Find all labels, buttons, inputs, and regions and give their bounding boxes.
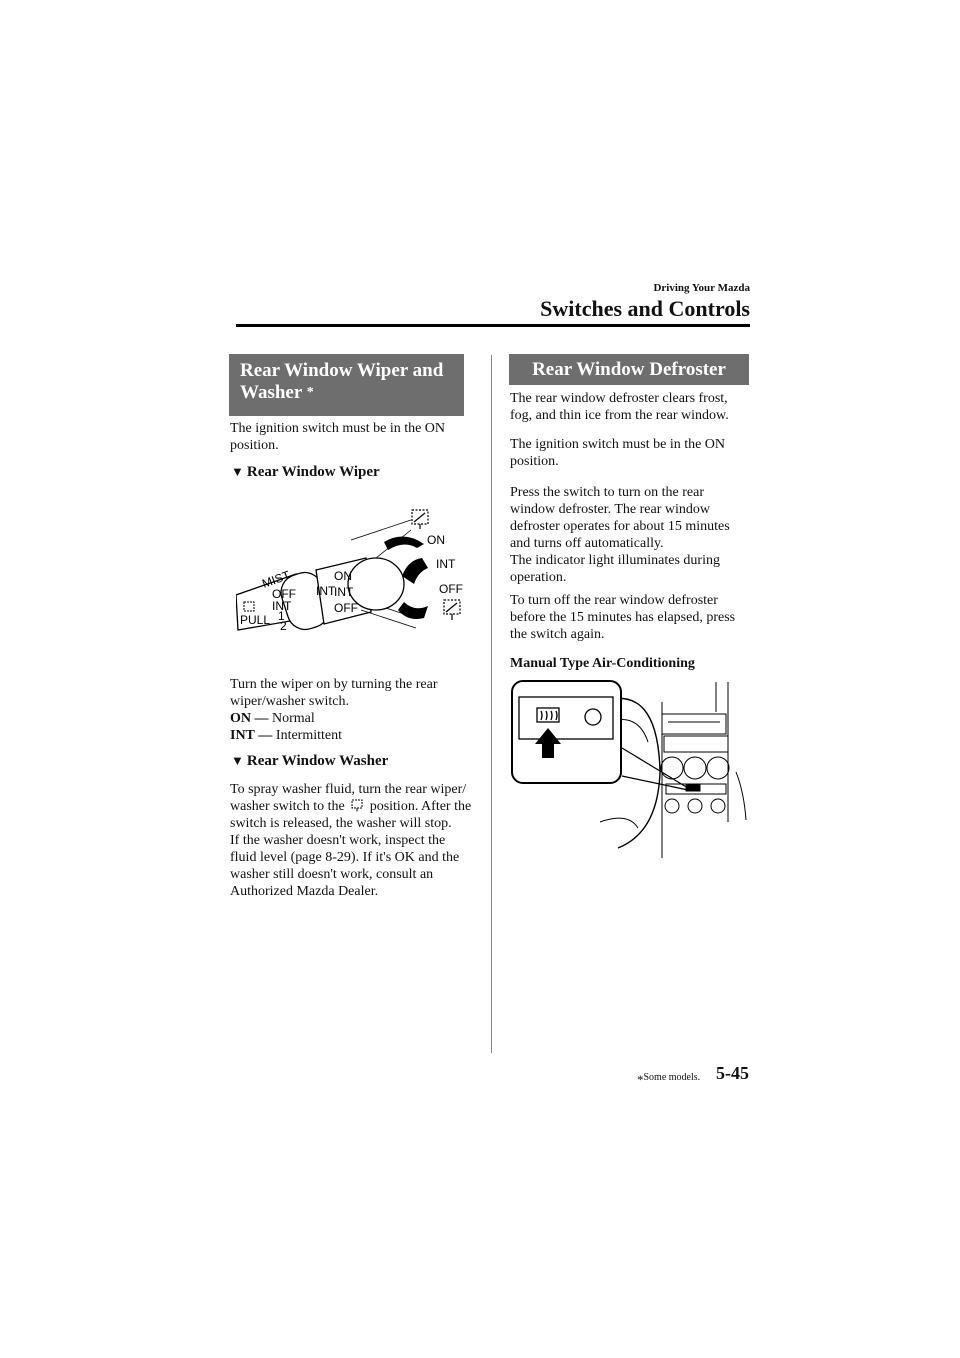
intro-text: The ignition switch must be in the ON position. [230, 421, 446, 453]
washer-text-a: To spray washer fluid, turn the rear wiper/ washer switch to the [230, 782, 467, 814]
arrow-off [398, 602, 428, 619]
footnote-text: Some models. [643, 1072, 701, 1083]
washer-icon-inline [350, 799, 364, 812]
on-desc: Normal [272, 711, 315, 726]
defroster-p3: Press the switch to turn on the rear window defroster. The rear window defroster operates for about 15 minutes and turns off automatically. [510, 485, 730, 551]
ring-label-2: 2 [280, 619, 287, 633]
column-divider [491, 355, 492, 1053]
indicator-light [585, 709, 601, 725]
wiper-instruction: Turn the wiper on by turning the rear wiper/washer switch. [230, 677, 438, 709]
steering-wheel-spoke [600, 818, 638, 828]
defroster-p4: The indicator light illuminates during operation. [510, 553, 720, 585]
heading-line-2 [240, 382, 464, 404]
triangle-bullet-icon: ▼ [231, 753, 244, 768]
defroster-switch-detail [513, 682, 619, 781]
ring-label-int-3: INT [334, 585, 354, 599]
washer-icon [444, 600, 460, 620]
page-number: 5-45 [716, 1063, 749, 1083]
console-vent [662, 714, 726, 734]
washer-text-c: If the washer doesn't work, inspect the fluid level (page 8-29). If it's OK and the washer still doesn't work, consult an Authorized Mazda Dealer. [230, 833, 460, 899]
heading-line-1: Rear Window Wiper and [240, 360, 444, 381]
ring-label-off: OFF [272, 587, 296, 601]
washer-text-b: position. After the switch is released, the washer will stop. [230, 799, 472, 831]
ring-label-int-2: INT [316, 584, 336, 598]
label-int: INT [436, 557, 456, 571]
footnote [637, 1072, 700, 1088]
some-models-star: * [306, 385, 314, 400]
defroster-icon [537, 708, 559, 722]
center-panel [664, 736, 728, 752]
arrow-on [384, 536, 424, 550]
triangle-bullet-icon: ▼ [231, 464, 244, 479]
knob-left [665, 799, 679, 813]
washer-text [230, 781, 475, 900]
subheading-rear-wiper-text: Rear Window Wiper [246, 464, 380, 480]
ring-label-1: 1 [278, 609, 285, 623]
on-dash: — [254, 711, 269, 726]
on-row [230, 710, 470, 727]
ring-label-pull: PULL [240, 613, 271, 627]
defroster-p1: The rear window defroster clears frost, fog, and thin ice from the rear window. [510, 391, 729, 423]
knob-right [711, 799, 725, 813]
ring-label-on: ON [334, 569, 352, 583]
switch-panel [519, 697, 613, 739]
arrow-int [402, 558, 428, 584]
int-desc: Intermittent [275, 728, 342, 743]
dial-right [707, 757, 729, 779]
label-off: OFF [439, 582, 463, 596]
dial-left [661, 757, 683, 779]
heading-line-2-text: Washer [240, 382, 302, 403]
footnote-star: * [637, 1072, 644, 1087]
subheading-rear-washer [231, 753, 388, 770]
int-key: INT [230, 728, 255, 743]
header-rule [236, 324, 750, 327]
int-row [230, 727, 470, 744]
int-dash: — [258, 728, 273, 743]
defroster-p5: To turn off the rear window defroster before the 15 minutes has elapsed, press the switch again. [510, 593, 736, 642]
section-title: Switches and Controls [540, 296, 750, 321]
dial-center [684, 757, 706, 779]
defroster-switch-callout [511, 680, 622, 784]
ring-label-off-2: OFF [334, 601, 358, 615]
wiper-lever-illustration [236, 500, 486, 640]
heading-rear-wiper-washer [229, 354, 464, 416]
subheading-rear-wiper [231, 464, 380, 481]
ring-label-int: INT [272, 599, 292, 613]
ring-label-mist: MIST [260, 567, 292, 591]
manual-type-label: Manual Type Air-Conditioning [510, 656, 695, 671]
defroster-button-target [686, 785, 700, 791]
wiper-icon [412, 510, 428, 529]
on-key: ON [230, 711, 251, 726]
label-on: ON [427, 533, 445, 547]
knob-center [688, 799, 702, 813]
subheading-rear-washer-text: Rear Window Washer [246, 753, 389, 769]
heading-rear-defroster: Rear Window Defroster [509, 354, 749, 385]
chapter-title: Driving Your Mazda [653, 282, 750, 294]
defroster-p2: The ignition switch must be in the ON position. [510, 437, 726, 469]
arrow-up-icon [535, 728, 561, 758]
wiper-text [230, 676, 470, 744]
